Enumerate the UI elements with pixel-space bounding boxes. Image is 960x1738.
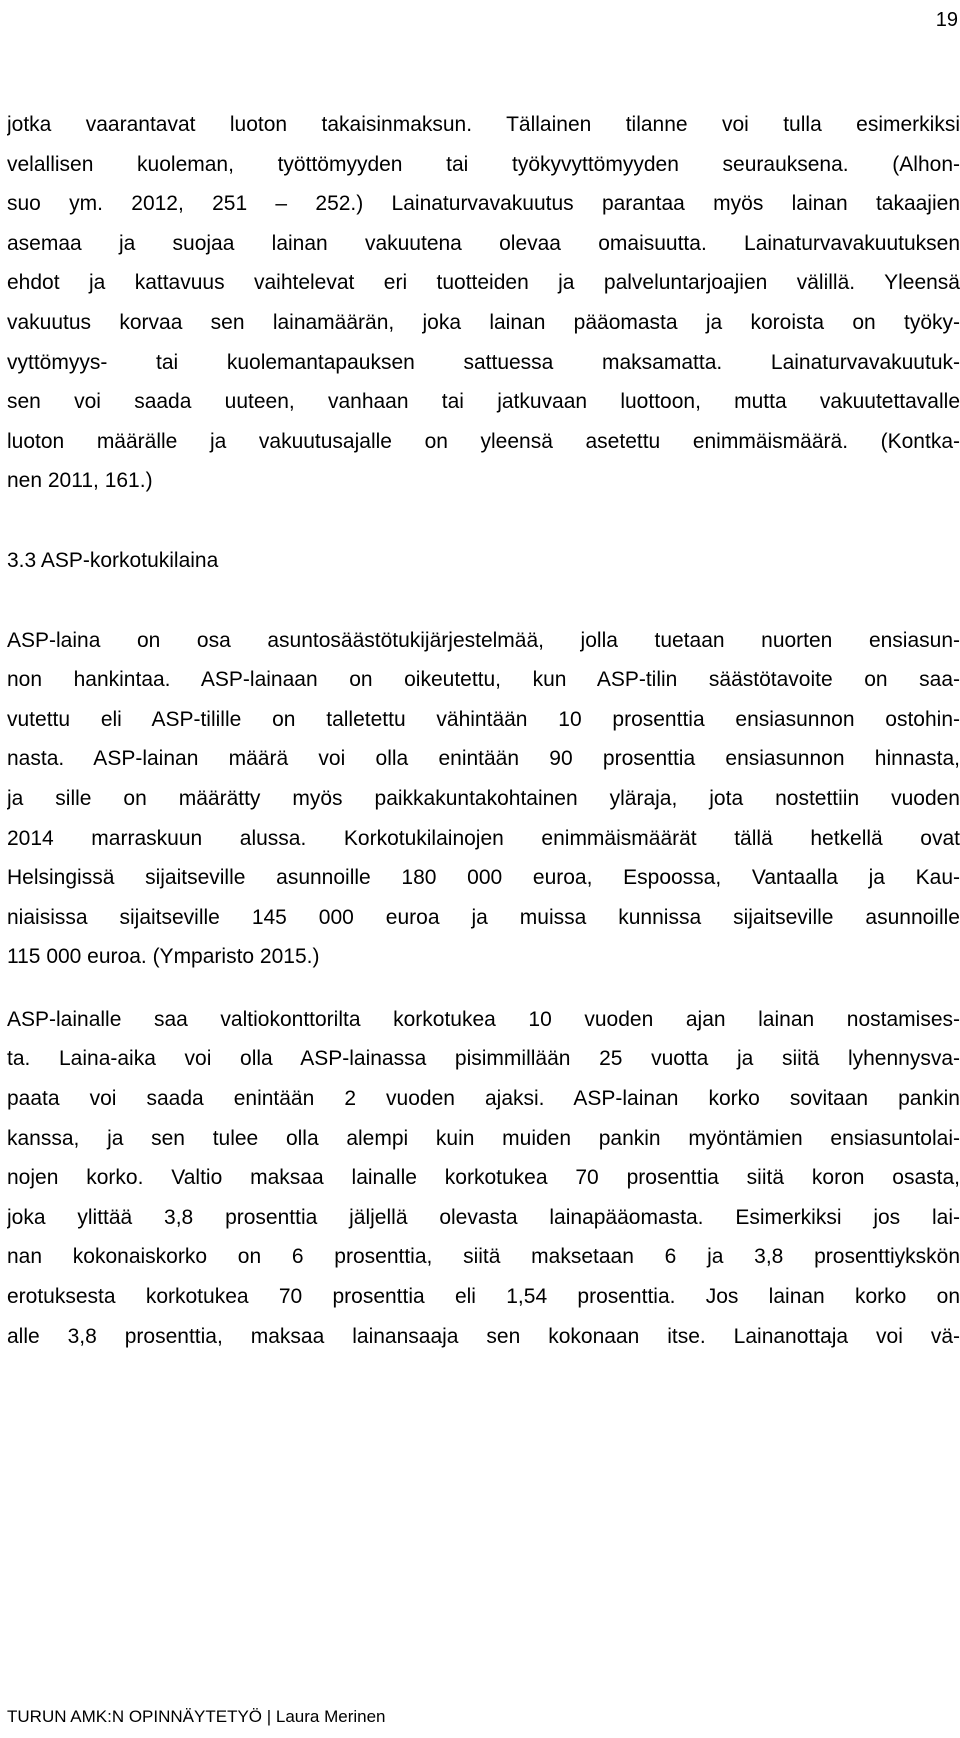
section-heading: 3.3 ASP-korkotukilaina	[7, 548, 219, 572]
text-line: vutettu eli ASP-tilille on talletettu vähintään 10 prosenttia ensiasunnon ostohin-	[7, 707, 960, 731]
text-line: ASP-laina on osa asuntosäästötukijärjestelmää, jolla tuetaan nuorten ensiasun-	[7, 628, 960, 652]
text-line: alle 3,8 prosenttia, maksaa lainansaaja sen kokonaan itse. Lainanottaja voi vä-	[7, 1324, 960, 1348]
text-line: 2014 marraskuun alussa. Korkotukilainojen enimmäismäärät tällä hetkellä ovat	[7, 826, 960, 850]
text-line: erotuksesta korkotukea 70 prosenttia eli 1,54 prosenttia. Jos lainan korko on	[7, 1285, 960, 1309]
text-line: nasta. ASP-lainan määrä voi olla enintään 90 prosenttia ensiasunnon hinnasta,	[7, 747, 960, 771]
text-line: ASP-lainalle saa valtiokonttorilta korkotukea 10 vuoden ajan lainan nostamises-	[7, 1007, 960, 1031]
text-line: luoton määrälle ja vakuutusajalle on yleensä asetettu enimmäismäärä. (Kontka-	[7, 429, 960, 453]
paragraph-asp-interest-subsidy	[7, 1000, 960, 1356]
paragraph-asp-definition	[7, 621, 960, 977]
text-line: sen voi saada uuteen, vanhaan tai jatkuvaan luottoon, mutta vakuutettavalle	[7, 390, 960, 414]
text-line: nan kokonaiskorko on 6 prosenttia, siitä maksetaan 6 ja 3,8 prosenttiykskön	[7, 1245, 960, 1269]
page-number: 19	[935, 9, 958, 31]
text-line: velallisen kuoleman, työttömyyden tai työkyvyttömyyden seurauksena. (Alhon-	[7, 152, 960, 176]
paragraph-intro	[7, 105, 960, 501]
text-line: joka ylittää 3,8 prosenttia jäljellä olevasta lainapääomasta. Esimerkiksi jos lai-	[7, 1205, 960, 1229]
text-line: niaisissa sijaitseville 145 000 euroa ja muissa kunnissa sijaitseville asunnoille	[7, 905, 960, 929]
text-line: vyttömyys- tai kuolemantapauksen sattuessa maksamatta. Lainaturvavakuutuk-	[7, 350, 960, 374]
text-line: ja sille on määrätty myös paikkakuntakohtainen yläraja, jota nostettiin vuoden	[7, 786, 960, 810]
text-line: non hankintaa. ASP-lainaan on oikeutettu, kun ASP-tilin säästötavoite on saa-	[7, 668, 960, 692]
text-line: vakuutus korvaa sen lainamäärän, joka lainan pääomasta ja koroista on työky-	[7, 310, 960, 334]
text-line: jotka vaarantavat luoton takaisinmaksun. Tällainen tilanne voi tulla esimerkiksi	[7, 113, 960, 136]
text-line: asemaa ja suojaa lainan vakuutena olevaa omaisuutta. Lainaturvavakuutuksen	[7, 231, 960, 255]
text-line: nen 2011, 161.)	[7, 469, 153, 493]
text-line: paata voi saada enintään 2 vuoden ajaksi. ASP-lainan korko sovitaan pankin	[7, 1087, 960, 1111]
text-line: Helsingissä sijaitseville asunnoille 180 000 euroa, Espoossa, Vantaalla ja Kau-	[7, 866, 960, 890]
text-line: 115 000 euroa. (Ymparisto 2015.)	[7, 945, 320, 969]
text-line: ta. Laina-aika voi olla ASP-lainassa pisimmillään 25 vuotta ja siitä lyhennysva-	[7, 1047, 960, 1071]
text-line: kanssa, ja sen tulee olla alempi kuin muiden pankin myöntämien ensiasuntolai-	[7, 1126, 960, 1150]
footer: TURUN AMK:N OPINNÄYTETYÖ | Laura Merinen	[7, 1707, 386, 1726]
text-line: nojen korko. Valtio maksaa lainalle korkotukea 70 prosenttia siitä koron osasta,	[7, 1166, 960, 1190]
text-line: suo ym. 2012, 251 – 252.) Lainaturvavakuutus parantaa myös lainan takaajien	[7, 192, 960, 216]
text-line: ehdot ja kattavuus vaihtelevat eri tuotteiden ja palveluntarjoajien välillä. Yleensä	[7, 271, 960, 295]
document-body	[7, 105, 960, 1356]
